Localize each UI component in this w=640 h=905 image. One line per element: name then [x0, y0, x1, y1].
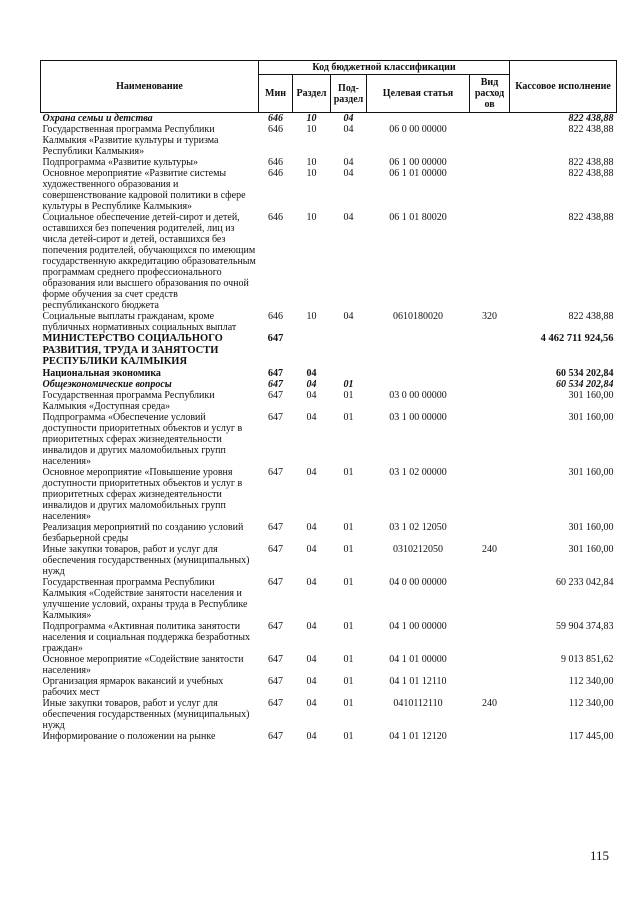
row-razdel: 04 — [306, 521, 317, 533]
row-razdel: 04 — [306, 411, 317, 423]
row-name: Общеэкономические вопросы — [42, 378, 172, 390]
row-podrazdel: 01 — [343, 543, 354, 555]
row-celevaya-statya: 03 1 02 12050 — [389, 521, 447, 533]
row-name: Реализация мероприятий по созданию условий безбарьерной среды — [42, 521, 244, 544]
row-podrazdel: 01 — [343, 466, 354, 478]
row-vid-rashodov — [470, 731, 510, 742]
row-razdel: 10 — [306, 124, 317, 135]
row-vid-rashodov — [470, 124, 510, 157]
row-kassovoe-ispolnenie: 112 340,00 — [568, 697, 614, 709]
row-vid-rashodov — [470, 654, 510, 676]
row-name: Национальная экономика — [42, 367, 161, 379]
header-celevaya-statya: Целевая статья — [367, 75, 470, 113]
row-podrazdel: 01 — [343, 697, 354, 709]
row-kassovoe-ispolnenie: 301 160,00 — [568, 389, 614, 401]
row-kassovoe-ispolnenie: 301 160,00 — [568, 543, 614, 555]
table-row — [41, 212, 617, 311]
row-kassovoe-ispolnenie: 60 233 042,84 — [556, 576, 614, 588]
row-name: Иные закупки товаров, работ и услуг для обеспечения государственных (муниципальных) нужд — [42, 697, 250, 731]
row-celevaya-statya: 0310212050 — [393, 543, 443, 555]
row-kassovoe-ispolnenie: 822 438,88 — [568, 168, 614, 179]
row-kassovoe-ispolnenie: 301 160,00 — [568, 466, 614, 478]
row-razdel: 10 — [306, 113, 317, 124]
row-vid-rashodov: 240 — [482, 543, 498, 555]
row-podrazdel: 04 — [343, 124, 354, 135]
row-podrazdel — [331, 368, 367, 379]
row-min: 647 — [268, 675, 283, 687]
row-podrazdel: 04 — [343, 212, 354, 223]
table-row — [41, 654, 617, 676]
row-kassovoe-ispolnenie: 112 340,00 — [568, 675, 614, 687]
row-kassovoe-ispolnenie: 117 445,00 — [568, 730, 614, 742]
row-razdel: 04 — [306, 697, 317, 709]
row-vid-rashodov — [470, 212, 510, 311]
row-celevaya-statya: 0410112110 — [393, 697, 443, 709]
header-podrazdel: Под- раздел — [331, 75, 367, 113]
table-row — [41, 379, 617, 390]
row-vid-rashodov — [470, 390, 510, 412]
row-celevaya-statya: 06 1 01 80020 — [389, 212, 447, 223]
row-vid-rashodov — [470, 522, 510, 544]
row-kassovoe-ispolnenie: 822 438,88 — [568, 124, 614, 135]
row-vid-rashodov — [470, 467, 510, 522]
row-kassovoe-ispolnenie: 301 160,00 — [568, 411, 614, 423]
row-razdel: 04 — [306, 730, 317, 742]
row-razdel: 04 — [306, 378, 317, 390]
row-name: Основное мероприятие «Повышение уровня доступности приоритетных объектов и услуг в приоритетных сферах жизнедеятельности инвалидов и других маломобильных групп населения» — [42, 466, 243, 522]
table-header — [41, 61, 617, 113]
table-row — [41, 544, 617, 577]
row-vid-rashodov: 240 — [482, 697, 498, 709]
table-row — [41, 168, 617, 212]
row-razdel: 10 — [306, 311, 317, 322]
row-name: Подпрограмма «Активная политика занятости населения и социальная поддержка безработных граждан» — [42, 620, 251, 654]
row-min: 647 — [268, 697, 283, 709]
row-vid-rashodov — [470, 412, 510, 467]
row-min: 646 — [268, 124, 283, 135]
row-min: 647 — [268, 543, 283, 555]
row-razdel: 04 — [306, 367, 317, 379]
row-razdel: 04 — [306, 466, 317, 478]
row-podrazdel: 01 — [343, 675, 354, 687]
row-celevaya-statya: 04 0 00 00000 — [389, 576, 447, 588]
row-min: 647 — [268, 620, 283, 632]
row-min: 647 — [268, 521, 283, 533]
row-podrazdel — [331, 333, 367, 368]
row-name: Государственная программа Республики Калмыкия «Доступная среда» — [42, 389, 215, 412]
row-min: 647 — [268, 389, 283, 401]
row-name: Основное мероприятие «Содействие занятости населения» — [42, 653, 244, 676]
row-min: 647 — [268, 378, 283, 390]
row-name: Иные закупки товаров, работ и услуг для обеспечения государственных (муниципальных) нужд — [42, 543, 250, 577]
row-vid-rashodov — [470, 379, 510, 390]
row-name: Организация ярмарок вакансий и учебных рабочих мест — [42, 675, 224, 698]
row-razdel: 10 — [306, 157, 317, 168]
row-celevaya-statya: 0610180020 — [393, 311, 443, 322]
row-min: 646 — [268, 157, 283, 168]
row-celevaya-statya: 03 0 00 00000 — [389, 389, 447, 401]
table-row — [41, 368, 617, 379]
row-kassovoe-ispolnenie: 822 438,88 — [568, 212, 614, 223]
row-name: Основное мероприятие «Развитие системы художественного образования и совершенствование кадровой политики в сфере культуры в Республике Калмыкия» — [42, 168, 246, 212]
row-razdel: 04 — [306, 576, 317, 588]
row-name: Охрана семьи и детства — [42, 113, 153, 124]
row-min: 647 — [268, 466, 283, 478]
row-vid-rashodov — [470, 577, 510, 621]
row-name: Подпрограмма «Обеспечение условий доступности приоритетных объектов и услуг в приоритетных сферах жизнедеятельности инвалидов и других маломобильных групп населения» — [42, 411, 243, 467]
row-min: 647 — [268, 367, 283, 379]
row-razdel: 04 — [306, 620, 317, 632]
page-number: 115 — [590, 848, 610, 863]
row-kassovoe-ispolnenie: 59 904 374,83 — [556, 620, 614, 632]
row-vid-rashodov: 320 — [482, 311, 498, 322]
table-row — [41, 467, 617, 522]
row-vid-rashodov — [470, 368, 510, 379]
budget-table-container — [40, 60, 616, 742]
table-row — [41, 621, 617, 654]
row-celevaya-statya: 06 1 00 00000 — [389, 157, 447, 168]
row-min: 646 — [268, 113, 283, 124]
row-razdel: 10 — [306, 168, 317, 179]
row-kassovoe-ispolnenie: 9 013 851,62 — [561, 653, 614, 665]
row-kassovoe-ispolnenie: 60 534 202,84 — [556, 367, 614, 379]
table-row — [41, 113, 617, 125]
row-min: 646 — [268, 168, 283, 179]
table-row — [41, 577, 617, 621]
row-kassovoe-ispolnenie: 822 438,88 — [568, 311, 614, 322]
row-min: 647 — [268, 730, 283, 742]
row-podrazdel: 01 — [343, 620, 354, 632]
row-vid-rashodov — [470, 621, 510, 654]
row-celevaya-statya: 04 1 00 00000 — [389, 620, 447, 632]
row-celevaya-statya: 04 1 01 00000 — [389, 653, 447, 665]
row-kassovoe-ispolnenie: 301 160,00 — [568, 521, 614, 533]
row-podrazdel: 04 — [343, 157, 354, 168]
row-celevaya-statya: 06 1 01 00000 — [389, 168, 447, 179]
table-row — [41, 522, 617, 544]
table-row — [41, 311, 617, 333]
header-vid-rashodov: Вид расход ов — [470, 75, 510, 113]
table-row — [41, 676, 617, 698]
table-row — [41, 333, 617, 368]
table-body — [41, 113, 617, 742]
row-podrazdel: 01 — [343, 653, 354, 665]
row-celevaya-statya: 03 1 02 00000 — [389, 466, 447, 478]
row-podrazdel: 01 — [343, 576, 354, 588]
row-podrazdel: 01 — [343, 411, 354, 423]
budget-execution-table — [40, 60, 617, 742]
row-vid-rashodov — [470, 676, 510, 698]
row-razdel — [293, 333, 331, 368]
row-name: Подпрограмма «Развитие культуры» — [42, 157, 199, 168]
row-celevaya-statya: 03 1 00 00000 — [389, 411, 447, 423]
table-row — [41, 124, 617, 157]
row-razdel: 04 — [306, 543, 317, 555]
row-name: Социальное обеспечение детей-сирот и детей, оставшихся без попечения родителей, лиц из числа детей-сирот и детей, оставшихся без попечения родителей, обучающихся по имеющим государственную аккредитацию образовательным программам среднего профессионального образования или высшего образования по очной форме обучения за счет средств республиканского бюджета — [42, 212, 256, 311]
row-name: Государственная программа Республики Калмыкия «Содействие занятости населения и улучшение условий, охраны труда в Республике Калмыкия» — [42, 576, 248, 621]
row-name: МИНИСТЕРСТВО СОЦИАЛЬНОГО РАЗВИТИЯ, ТРУДА И ЗАНЯТОСТИ РЕСПУБЛИКИ КАЛМЫКИЯ — [42, 333, 223, 367]
header-kassovoe-ispolnenie: Кассовое исполнение — [510, 61, 617, 113]
row-celevaya-statya — [367, 333, 470, 368]
row-name: Государственная программа Республики Калмыкия «Развитие культуры и туризма Республики Калмыкия» — [42, 124, 219, 157]
row-min: 646 — [268, 212, 283, 223]
row-celevaya-statya — [367, 113, 470, 125]
header-kod-klassifikacii: Код бюджетной классификации — [259, 61, 510, 75]
row-vid-rashodov — [470, 168, 510, 212]
row-podrazdel: 04 — [343, 168, 354, 179]
row-vid-rashodov — [470, 113, 510, 125]
table-row — [41, 731, 617, 742]
row-podrazdel: 04 — [343, 311, 354, 322]
row-min: 647 — [267, 333, 284, 344]
row-min: 647 — [268, 411, 283, 423]
row-podrazdel: 01 — [343, 378, 354, 390]
row-vid-rashodov — [470, 157, 510, 168]
row-podrazdel: 04 — [343, 113, 354, 124]
row-kassovoe-ispolnenie: 60 534 202,84 — [556, 378, 614, 390]
header-razdel: Раздел — [293, 75, 331, 113]
row-razdel: 04 — [306, 675, 317, 687]
table-row — [41, 390, 617, 412]
row-podrazdel: 01 — [343, 730, 354, 742]
header-naimenovanie: Наименование — [41, 61, 259, 113]
row-celevaya-statya — [367, 368, 470, 379]
row-vid-rashodov — [470, 333, 510, 368]
table-row — [41, 698, 617, 731]
row-podrazdel: 01 — [343, 389, 354, 401]
row-kassovoe-ispolnenie: 822 438,88 — [568, 113, 614, 124]
row-min: 647 — [268, 576, 283, 588]
header-min: Мин — [259, 75, 293, 113]
row-celevaya-statya: 04 1 01 12120 — [389, 730, 447, 742]
row-kassovoe-ispolnenie: 4 462 711 924,56 — [540, 333, 614, 344]
row-name: Социальные выплаты гражданам, кроме публичных нормативных социальных выплат — [42, 311, 237, 333]
row-razdel: 10 — [306, 212, 317, 223]
table-row — [41, 412, 617, 467]
table-row — [41, 157, 617, 168]
row-name: Информирование о положении на рынке — [42, 730, 216, 742]
row-kassovoe-ispolnenie: 822 438,88 — [568, 157, 614, 168]
row-min: 646 — [268, 311, 283, 322]
row-podrazdel: 01 — [343, 521, 354, 533]
row-razdel: 04 — [306, 653, 317, 665]
row-celevaya-statya — [367, 379, 470, 390]
row-min: 647 — [268, 653, 283, 665]
row-celevaya-statya: 06 0 00 00000 — [389, 124, 447, 135]
row-razdel: 04 — [306, 389, 317, 401]
row-celevaya-statya: 04 1 01 12110 — [389, 675, 447, 687]
